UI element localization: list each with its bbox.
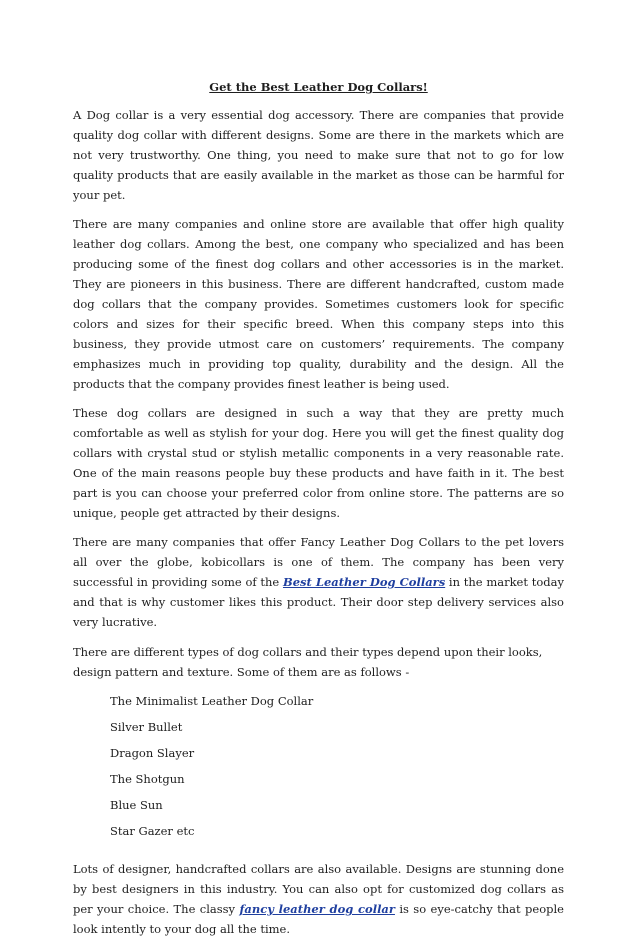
collar-list-item: The Minimalist Leather Dog Collar xyxy=(110,694,314,708)
paragraph-kobicollars-text-before: There are many companies that offer Fancy Leather Dog Collars to the pet lovers all over the globe, kobicollars is one of them. The company has been very successful in providing some of the xyxy=(73,535,564,589)
paragraph-companies: There are many companies and online store are available that offer high quality leather dog collars. Among the best, one company who specialized and has been producing some of the finest dog collars and other accessories is in the market. They are pioneers in this business. There are different handcrafted, custom made dog collars that the company provides. Sometimes customers look for specific colors and sizes for their specific breed. When this company steps into this business, they provide utmost care on customers’ requirements. The company emphasizes much in providing top quality, durability and the design. All the products that the company provides finest leather is being used. xyxy=(73,217,564,391)
paragraph-designers-text-after: is so eye-catchy that people look intently to your dog all the time. xyxy=(73,902,564,936)
page-title: Get the Best Leather Dog Collars! xyxy=(209,80,428,94)
collar-list-item: Silver Bullet xyxy=(110,720,183,734)
paragraph-designers-text-before: Lots of designer, handcrafted collars are also available. Designs are stunning done by best designers in this industry. You can also opt for customized dog collars as per your choice. The classy xyxy=(73,862,564,916)
best-leather-dog-collars-link[interactable]: Best Leather Dog Collars xyxy=(282,575,446,589)
collar-list-item: Blue Sun xyxy=(110,798,163,812)
paragraph-types: There are different types of dog collars and their types depend upon their looks, design pattern and texture. Some of them are as follows - xyxy=(73,645,543,679)
paragraph-kobicollars-text-after: in the market today and that is why customer likes this product. Their door step delivery services also very lucrative. xyxy=(73,575,564,629)
collar-list-item: Dragon Slayer xyxy=(110,746,195,760)
fancy-leather-dog-collar-link[interactable]: fancy leather dog collar xyxy=(239,902,395,916)
paragraph-design: These dog collars are designed in such a way that they are pretty much comfortable as well as stylish for your dog. Here you will get the finest quality dog collars with crystal stud or stylish metallic components in a very reasonable rate. One of the main reasons people buy these products and have faith in it. The best part is you can choose your preferred color from online store. The patterns are so unique, people get attracted by their designs. xyxy=(73,406,564,520)
paragraph-designers xyxy=(73,859,564,939)
collar-list-item: Star Gazer etc xyxy=(110,824,195,838)
document-page xyxy=(73,66,564,939)
paragraph-intro: A Dog collar is a very essential dog accessory. There are companies that provide quality dog collar with different designs. Some are there in the markets which are not very trustworthy. One thing, you need to make sure that not to go for low quality products that are easily available in the market as those can be harmful for your pet. xyxy=(73,108,564,202)
collar-list xyxy=(73,691,564,847)
paragraph-kobicollars xyxy=(73,532,564,632)
collar-list-item: The Shotgun xyxy=(110,772,185,786)
